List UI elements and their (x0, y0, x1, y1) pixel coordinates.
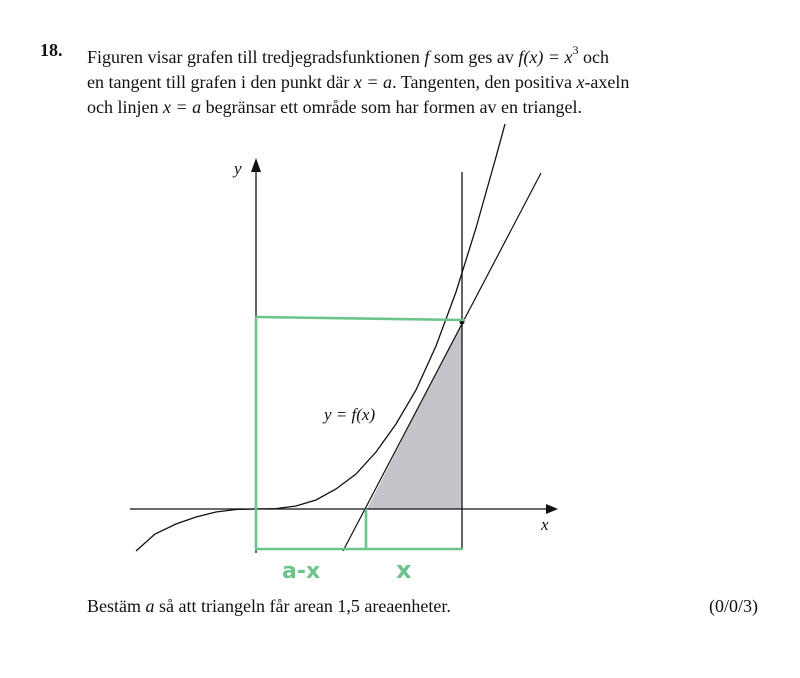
text-segment: . Tangenten, den positiva (392, 72, 577, 92)
x-axis-arrow (546, 504, 558, 514)
text-segment: och (578, 47, 610, 67)
math-x-equals-a: x = a (353, 72, 393, 92)
math-a: a (145, 596, 155, 616)
math-f: f (424, 47, 430, 67)
text-segment: och linjen (87, 97, 163, 117)
text-segment: som ges av (429, 47, 519, 67)
handwritten-a-minus-x: a-x (282, 559, 321, 584)
x-axis-label: x (541, 515, 549, 534)
math-x: = x (543, 47, 573, 67)
math-exponent: 3 (572, 43, 579, 57)
text-segment: Bestäm (87, 596, 146, 616)
text-segment: begränsar ett område som har formen av en triangel. (201, 97, 582, 117)
handwritten-x: x (396, 556, 412, 584)
text-segment: en tangent till grafen i den punkt där (87, 72, 354, 92)
text-segment: så att triangeln får arean 1,5 areaenheter. (154, 596, 451, 616)
problem-number: 18. (40, 40, 63, 60)
y-axis-label: y (234, 159, 242, 178)
curve-label: y = f(x) (324, 405, 376, 424)
green-horizontal-line-top (257, 317, 464, 320)
math-x: x (576, 72, 585, 92)
text-segment: Figuren visar grafen till tredjegradsfunktionen (87, 47, 425, 67)
text-segment: -axeln (584, 72, 630, 92)
points-badge: (0/0/3) (709, 596, 758, 616)
math-fx: f(x) (518, 47, 544, 67)
math-x-equals-a: x = a (162, 97, 202, 117)
y-axis-arrow (251, 158, 261, 172)
question-text (87, 596, 451, 617)
